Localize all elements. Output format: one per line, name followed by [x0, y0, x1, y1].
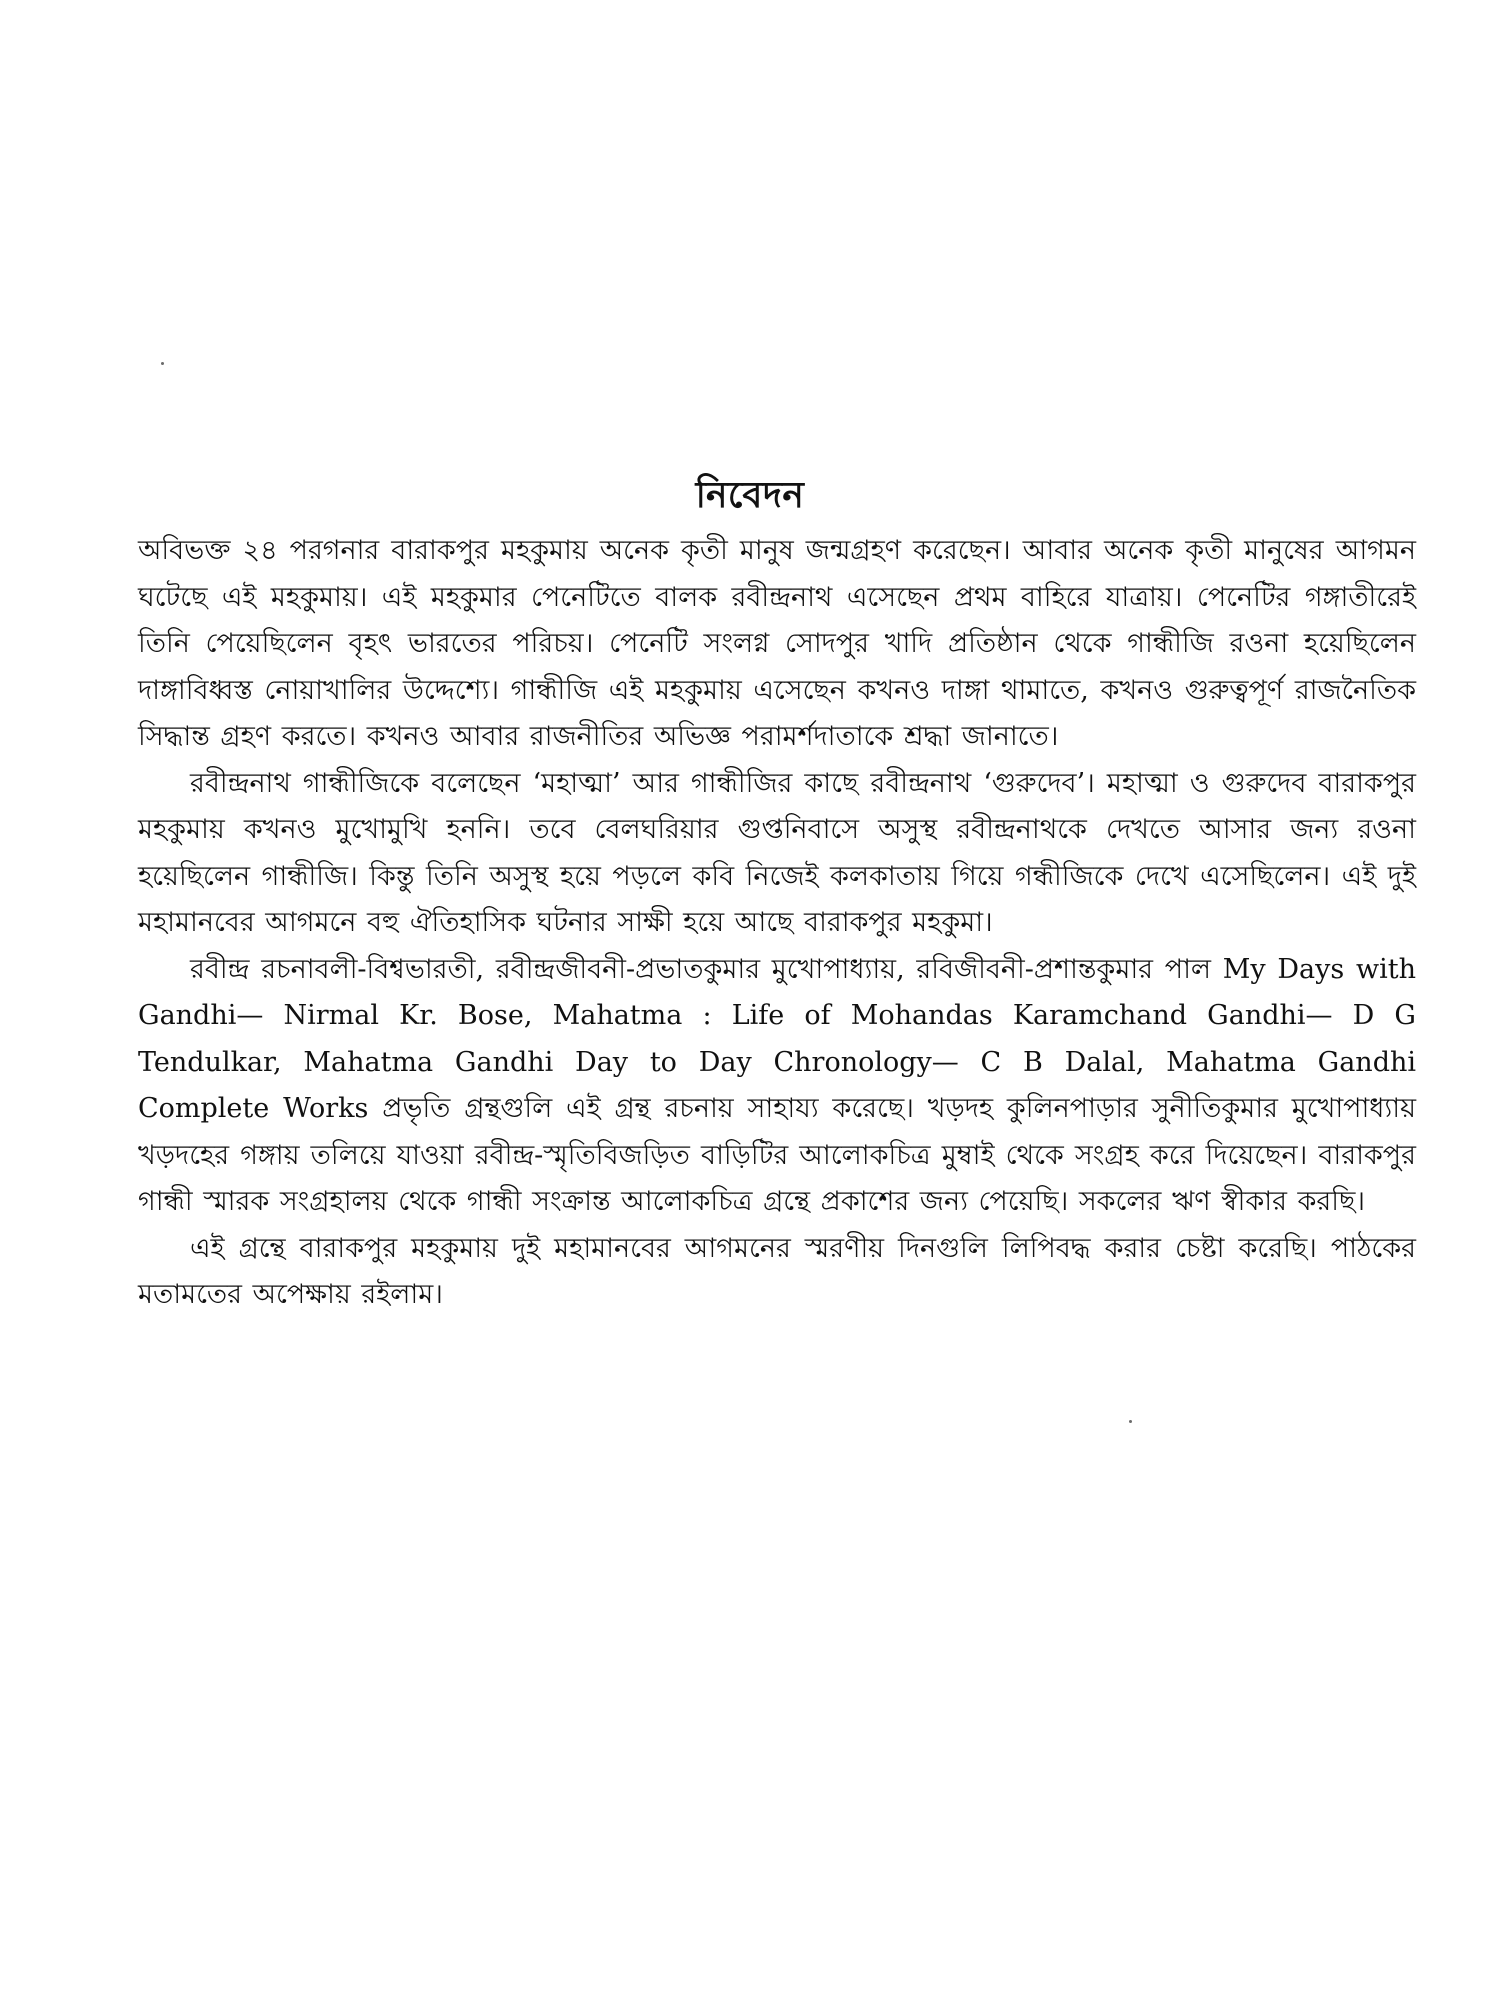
paragraph-2: রবীন্দ্রনাথ গান্ধীজিকে বলেছেন ‘মহাত্মা’ আর গান্ধীজির কাছে রবীন্দ্রনাথ ‘গুরুদেব’। মহাত্মা ও গুরুদেব বারাকপুর মহকুমায় কখনও মুখোমুখি হননি। তবে বেলঘরিয়ার গুপ্তনিবাসে অসুস্থ রবীন্দ্রনাথকে দেখতে আসার জন্য রওনা হয়েছিলেন গান্ধীজি। কিন্তু তিনি অসুস্থ হয়ে পড়লে কবি নিজেই কলকাতায় গিয়ে গন্ধীজিকে দেখে এসেছিলেন। এই দুই মহামানবের আগমনে বহু ঐতিহাসিক ঘটনার সাক্ষী হয়ে আছে বারাকপুর মহকুমা।	[138, 767, 1416, 938]
scan-speck	[1129, 1420, 1132, 1423]
paragraph-4: এই গ্রন্থে বারাকপুর মহকুমায় দুই মহামানবের আগমনের স্মরণীয় দিনগুলি লিপিবদ্ধ করার চেষ্টা করেছি। পাঠকের মতামতের অপেক্ষায় রইলাম।	[138, 1232, 1416, 1310]
scan-speck	[161, 362, 164, 365]
document-body	[138, 528, 1416, 1319]
paragraph-3: রবীন্দ্র রচনাবলী-বিশ্বভারতী, রবীন্দ্রজীবনী-প্রভাতকুমার মুখোপাধ্যায়, রবিজীবনী-প্রশান্তকুমার পাল My Days with Gandhi— Nirmal Kr. Bose, Mahatma : Life of Mohandas Karamchand Gandhi— D G Tendulkar, Mahatma Gandhi Day to Day Chronology— C B Dalal, Mahatma Gandhi Complete Works প্রভৃতি গ্রন্থগুলি এই গ্রন্থ রচনায় সাহায্য করেছে। খড়দহ কুলিনপাড়ার সুনীতিকুমার মুখোপাধ্যায় খড়দহের গঙ্গায় তলিয়ে যাওয়া রবীন্দ্র-স্মৃতিবিজড়িত বাড়িটির আলোকচিত্র মুম্বাই থেকে সংগ্রহ করে দিয়েছেন। বারাকপুর গান্ধী স্মারক সংগ্রহালয় থেকে গান্ধী সংক্রান্ত আলোকচিত্র গ্রন্থে প্রকাশের জন্য পেয়েছি। সকলের ঋণ স্বীকার করছি।	[138, 953, 1416, 1217]
paragraph-1: অবিভক্ত ২৪ পরগনার বারাকপুর মহকুমায় অনেক কৃতী মানুষ জন্মগ্রহণ করেছেন। আবার অনেক কৃতী মানুষের আগমন ঘটেছে এই মহকুমায়। এই মহকুমার পেনেটিতে বালক রবীন্দ্রনাথ এসেছেন প্রথম বাহিরে যাত্রায়। পেনেটির গঙ্গাতীরেই তিনি পেয়েছিলেন বৃহৎ ভারতের পরিচয়। পেনেটি সংলগ্ন সোদপুর খাদি প্রতিষ্ঠান থেকে গান্ধীজি রওনা হয়েছিলেন দাঙ্গাবিধ্বস্ত নোয়াখালির উদ্দেশ্যে। গান্ধীজি এই মহকুমায় এসেছেন কখনও দাঙ্গা থামাতে, কখনও গুরুত্বপূর্ণ রাজনৈতিক সিদ্ধান্ত গ্রহণ করতে। কখনও আবার রাজনীতির অভিজ্ঞ পরামর্শদাতাকে শ্রদ্ধা জানাতে।	[138, 535, 1416, 752]
page-title: নিবেদন	[695, 474, 805, 516]
